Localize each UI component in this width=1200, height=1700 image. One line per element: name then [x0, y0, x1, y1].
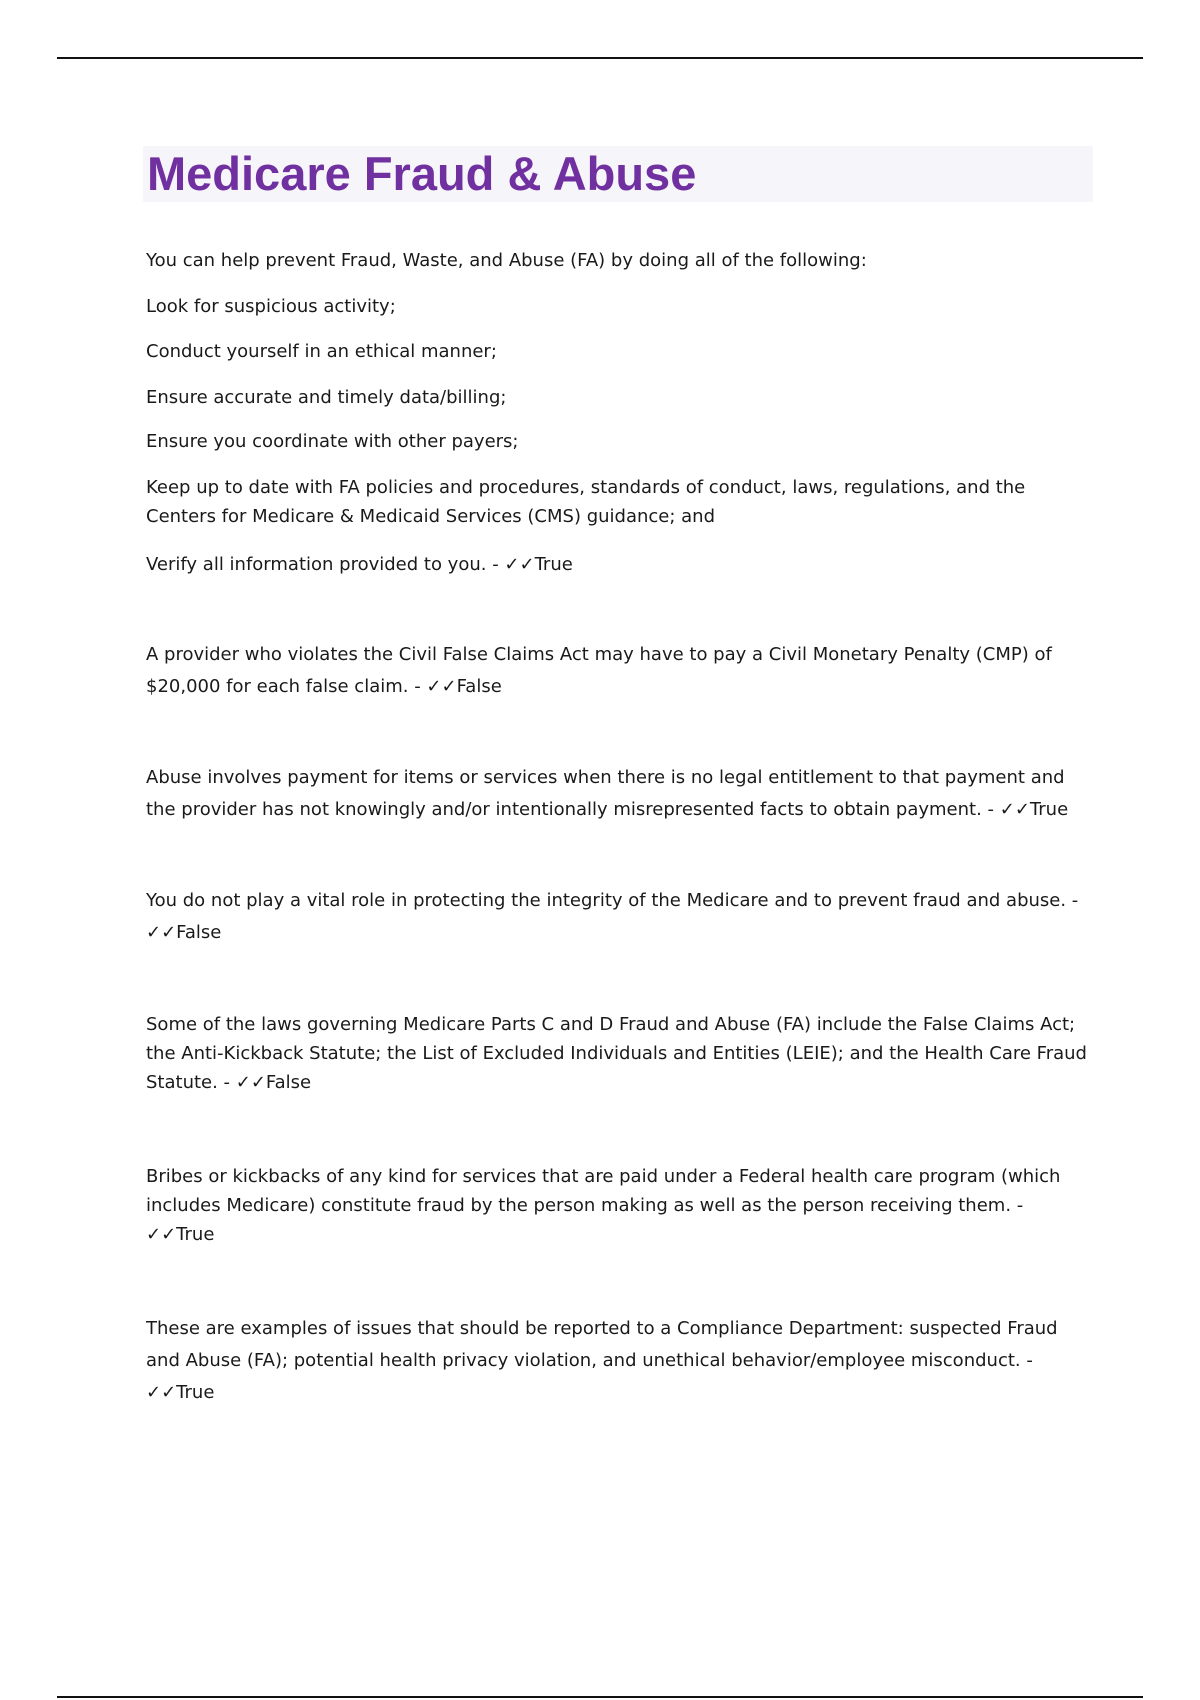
question-answer: Some of the laws governing Medicare Parts C and D Fraud and Abuse (FA) include the False Claims Act; the Anti-Kickback Statute; the List of Excluded Individuals and Entities (LEIE); and the Health Care Fraud Statute. - ✓✓False [146, 1014, 1087, 1093]
bottom-rule [57, 1696, 1143, 1698]
intro-item: Conduct yourself in an ethical manner; [146, 341, 497, 362]
page-title: Medicare Fraud & Abuse [147, 147, 697, 200]
intro-item-answer: Verify all information provided to you. - ✓✓True [146, 554, 573, 575]
question-answer: Bribes or kickbacks of any kind for services that are paid under a Federal health care program (which includes Medicare) constitute fraud by the person making as well as the person receiving them. - ✓✓True [146, 1166, 1061, 1245]
intro-item: Centers for Medicare & Medicaid Services (CMS) guidance; and [146, 506, 716, 527]
intro-heading: You can help prevent Fraud, Waste, and Abuse (FA) by doing all of the following: [146, 250, 867, 271]
question-answer: A provider who violates the Civil False Claims Act may have to pay a Civil Monetary Penalty (CMP) of $20,000 for each false claim. - ✓✓False [146, 644, 1052, 697]
question-answer: These are examples of issues that should be reported to a Compliance Department: suspected Fraud and Abuse (FA); potential health privacy violation, and unethical behavior/employee misconduct. - ✓✓True [146, 1318, 1058, 1403]
intro-item: Keep up to date with FA policies and procedures, standards of conduct, laws, regulations, and the [146, 477, 1026, 498]
intro-item: Ensure you coordinate with other payers; [146, 431, 519, 452]
question-answer: You do not play a vital role in protecting the integrity of the Medicare and to prevent fraud and abuse. - ✓✓False [146, 890, 1079, 943]
intro-item: Ensure accurate and timely data/billing; [146, 387, 507, 408]
intro-item: Look for suspicious activity; [146, 296, 396, 317]
top-rule [57, 57, 1143, 59]
question-answer: Abuse involves payment for items or services when there is no legal entitlement to that payment and the provider has not knowingly and/or intentionally misrepresented facts to obtain payment. - ✓✓True [146, 767, 1069, 820]
